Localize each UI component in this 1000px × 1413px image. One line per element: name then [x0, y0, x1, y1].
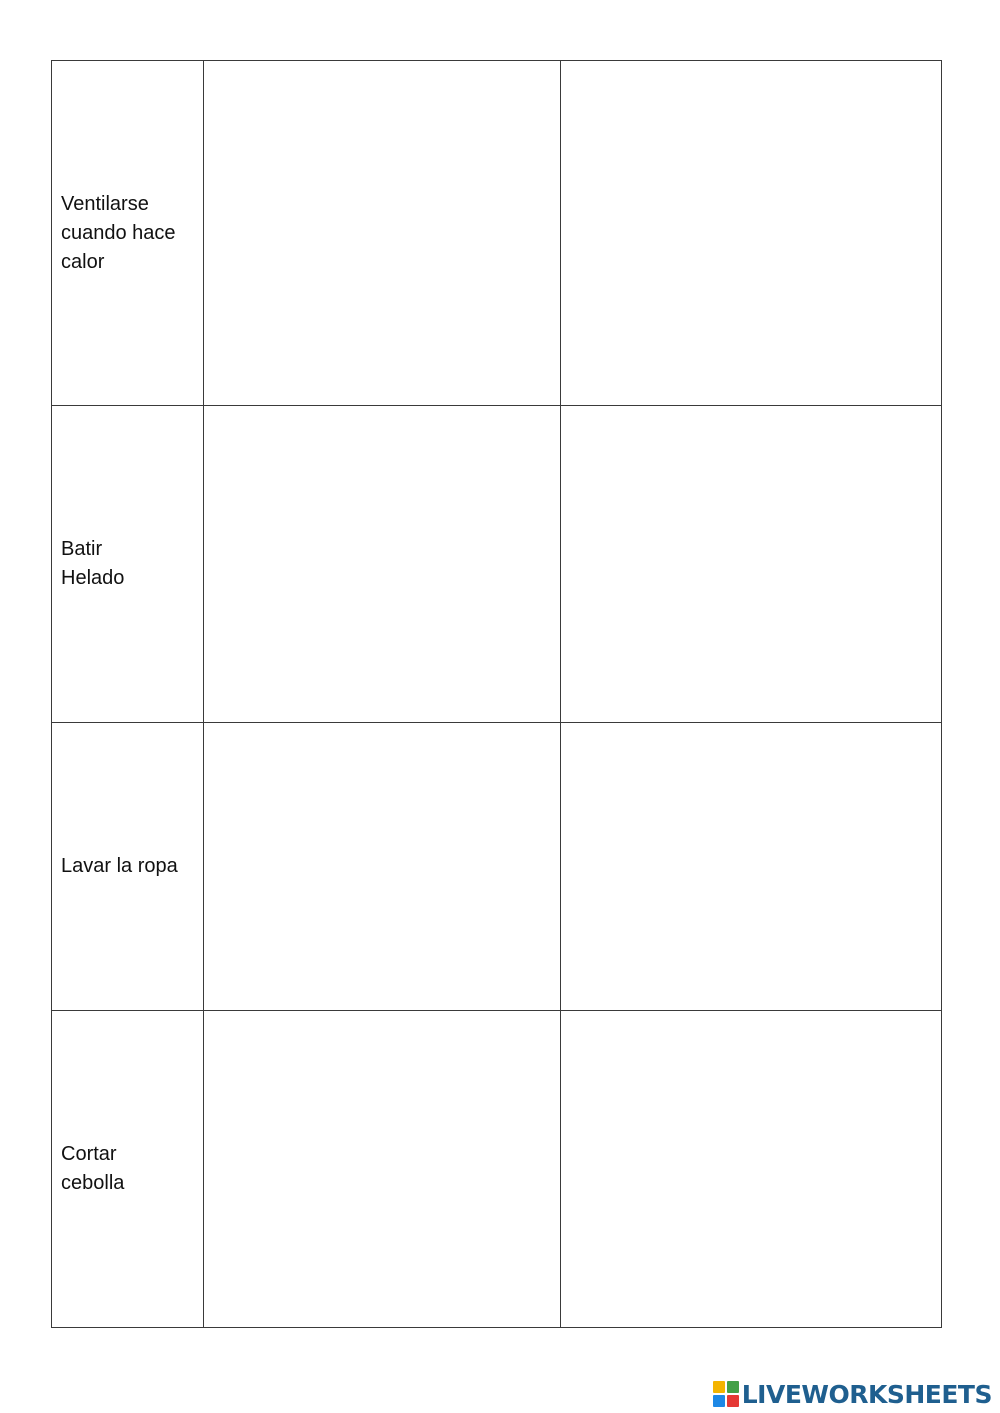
answer-cell-middle[interactable]	[204, 1011, 561, 1328]
row-label: Ventilarse cuando hace calor	[61, 192, 176, 273]
answer-cell-middle[interactable]	[204, 61, 561, 406]
answer-cell-right[interactable]	[561, 406, 942, 723]
row-label-cell	[52, 406, 204, 723]
row-label-cell	[52, 61, 204, 406]
brand-name: LIVEWORKSHEETS	[741, 1379, 992, 1409]
row-label-cell	[52, 723, 204, 1011]
answer-cell-middle[interactable]	[204, 406, 561, 723]
liveworksheets-logo-icon	[713, 1381, 739, 1407]
row-label: Batir Helado	[61, 538, 125, 589]
answer-cell-right[interactable]	[561, 723, 942, 1011]
answer-cell-right[interactable]	[561, 1011, 942, 1328]
logo-square	[727, 1395, 739, 1407]
table-row	[52, 61, 942, 406]
answer-cell-middle[interactable]	[204, 723, 561, 1011]
logo-square	[713, 1395, 725, 1407]
liveworksheets-brand[interactable]	[713, 1378, 992, 1410]
row-label-cell	[52, 1011, 204, 1328]
worksheet-table	[51, 60, 942, 1328]
row-label: Lavar la ropa	[61, 855, 178, 877]
table-row	[52, 406, 942, 723]
table-row	[52, 723, 942, 1011]
logo-square	[727, 1381, 739, 1393]
table-row	[52, 1011, 942, 1328]
logo-square	[713, 1381, 725, 1393]
row-label: Cortar cebolla	[61, 1143, 125, 1194]
answer-cell-right[interactable]	[561, 61, 942, 406]
